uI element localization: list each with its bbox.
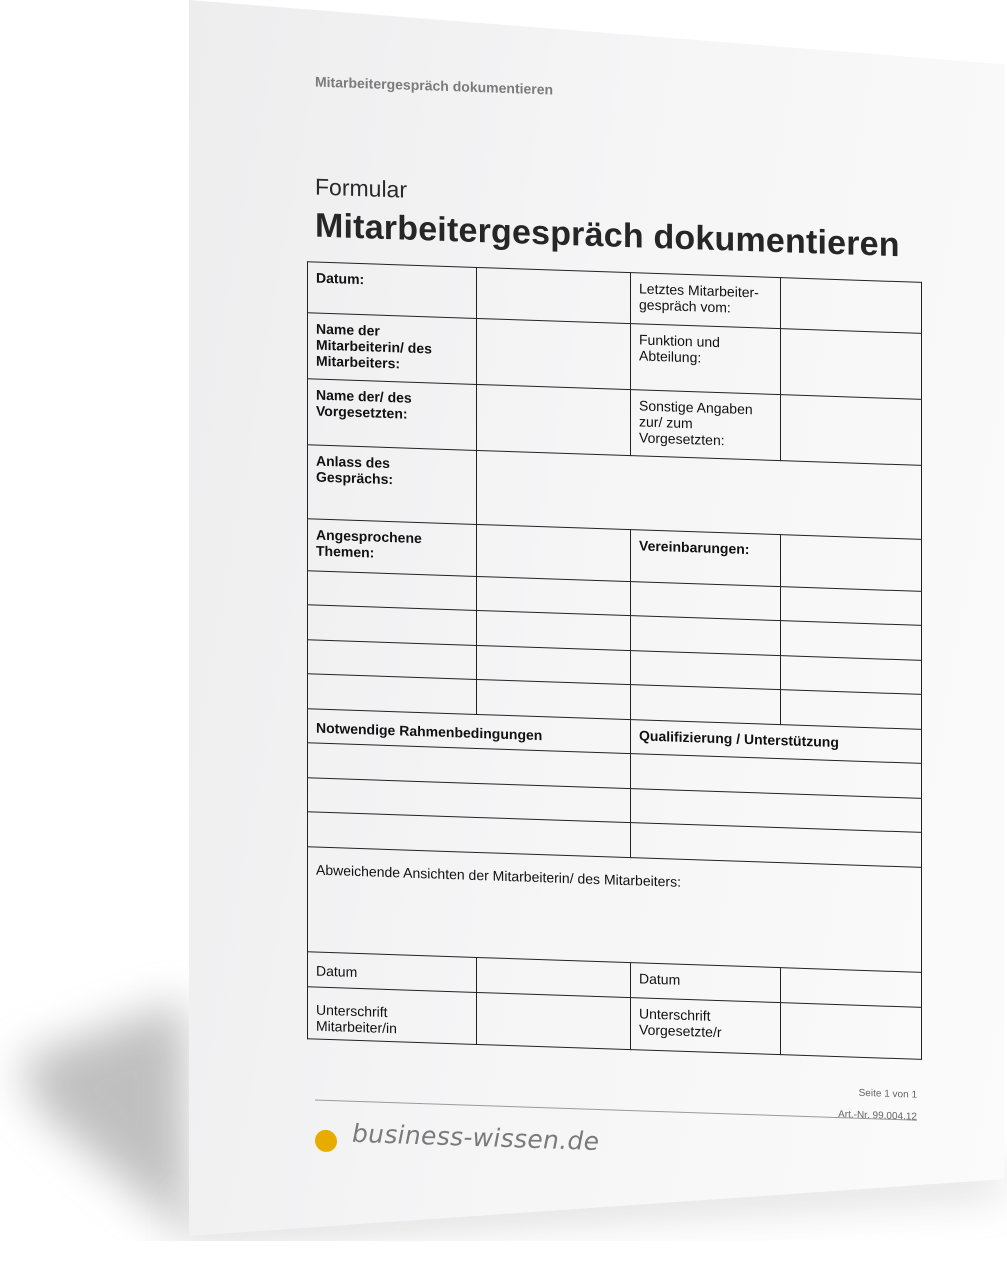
label-qualifizierung: Qualifizierung / Unterstützung <box>631 719 922 763</box>
field-vereinbarung-2[interactable] <box>631 616 781 656</box>
running-header: Mitarbeitergespräch dokumentieren <box>315 73 554 98</box>
field-thema-3-notiz[interactable] <box>477 645 631 685</box>
label-themen: Angesprochene Themen: <box>308 519 477 576</box>
field-unterschrift-mitarbeiter[interactable] <box>477 993 631 1050</box>
field-unterschrift-vorgesetzter[interactable] <box>781 1003 922 1060</box>
field-thema-3[interactable] <box>308 640 477 680</box>
page-number: Seite 1 von 1 <box>858 1087 917 1101</box>
field-themen[interactable] <box>477 524 631 581</box>
field-sonstige-angaben[interactable] <box>781 394 922 465</box>
field-datum[interactable] <box>477 267 631 323</box>
label-sig-datum-vorgesetzter: Datum <box>631 962 781 1003</box>
brand-logo: business-wissen.de <box>352 1118 600 1157</box>
table-row <box>308 847 922 972</box>
field-vereinbarung-3-notiz[interactable] <box>781 655 922 694</box>
label-letztes-gespraech: Letztes Mitarbeiter- gespräch vom: <box>631 273 781 329</box>
document-title: Mitarbeitergespräch dokumentieren <box>315 206 900 265</box>
field-vereinbarung-3[interactable] <box>631 650 781 690</box>
field-thema-4[interactable] <box>308 674 477 714</box>
field-thema-1[interactable] <box>308 571 477 611</box>
field-letztes-gespraech[interactable] <box>781 278 922 334</box>
field-thema-2-notiz[interactable] <box>477 611 631 651</box>
field-name-vorgesetzter[interactable] <box>477 384 631 455</box>
document-type: Formular <box>315 173 408 203</box>
label-rahmenbedingungen: Notwendige Rahmenbedingungen <box>308 709 631 754</box>
field-vereinbarung-1[interactable] <box>631 581 781 621</box>
label-datum: Datum: <box>308 262 477 318</box>
label-sonstige-angaben: Sonstige Angaben zur/ zum Vorgesetzten: <box>631 389 781 460</box>
label-anlass: Anlass des Gesprächs: <box>308 445 477 525</box>
form-table <box>307 261 922 1060</box>
label-vereinbarungen: Vereinbarungen: <box>631 530 781 587</box>
label-unterschrift-vorgesetzter: Unterschrift Vorgesetzte/r <box>631 998 781 1055</box>
article-number: Art.-Nr. 99.004.12 <box>838 1109 917 1123</box>
label-name-mitarbeiter: Name der Mitarbeiterin/ des Mitarbeiters: <box>308 313 477 385</box>
label-sig-datum-mitarbeiter: Datum <box>308 951 477 992</box>
field-vereinbarungen[interactable] <box>781 535 922 592</box>
label-unterschrift-mitarbeiter: Unterschrift Mitarbeiter/in <box>308 987 477 1045</box>
field-sig-datum-vorgesetzter[interactable] <box>781 967 922 1007</box>
field-thema-4-notiz[interactable] <box>477 680 631 720</box>
field-funktion[interactable] <box>781 328 922 399</box>
field-sig-datum-mitarbeiter[interactable] <box>477 957 631 998</box>
label-funktion: Funktion und Abteilung: <box>631 323 781 394</box>
field-vereinbarung-1-notiz[interactable] <box>781 586 922 625</box>
field-vereinbarung-4[interactable] <box>631 685 781 725</box>
field-thema-1-notiz[interactable] <box>477 576 631 616</box>
logo-dot-icon <box>315 1130 337 1153</box>
field-thema-2[interactable] <box>308 605 477 645</box>
field-abweichende-ansichten[interactable]: Abweichende Ansichten der Mitarbeiterin/ des Mitarbeiters: <box>308 847 922 972</box>
field-vereinbarung-2-notiz[interactable] <box>781 621 922 660</box>
field-vereinbarung-4-notiz[interactable] <box>781 690 922 729</box>
label-name-vorgesetzter: Name der/ des Vorgesetzten: <box>308 379 477 451</box>
field-name-mitarbeiter[interactable] <box>477 318 631 389</box>
